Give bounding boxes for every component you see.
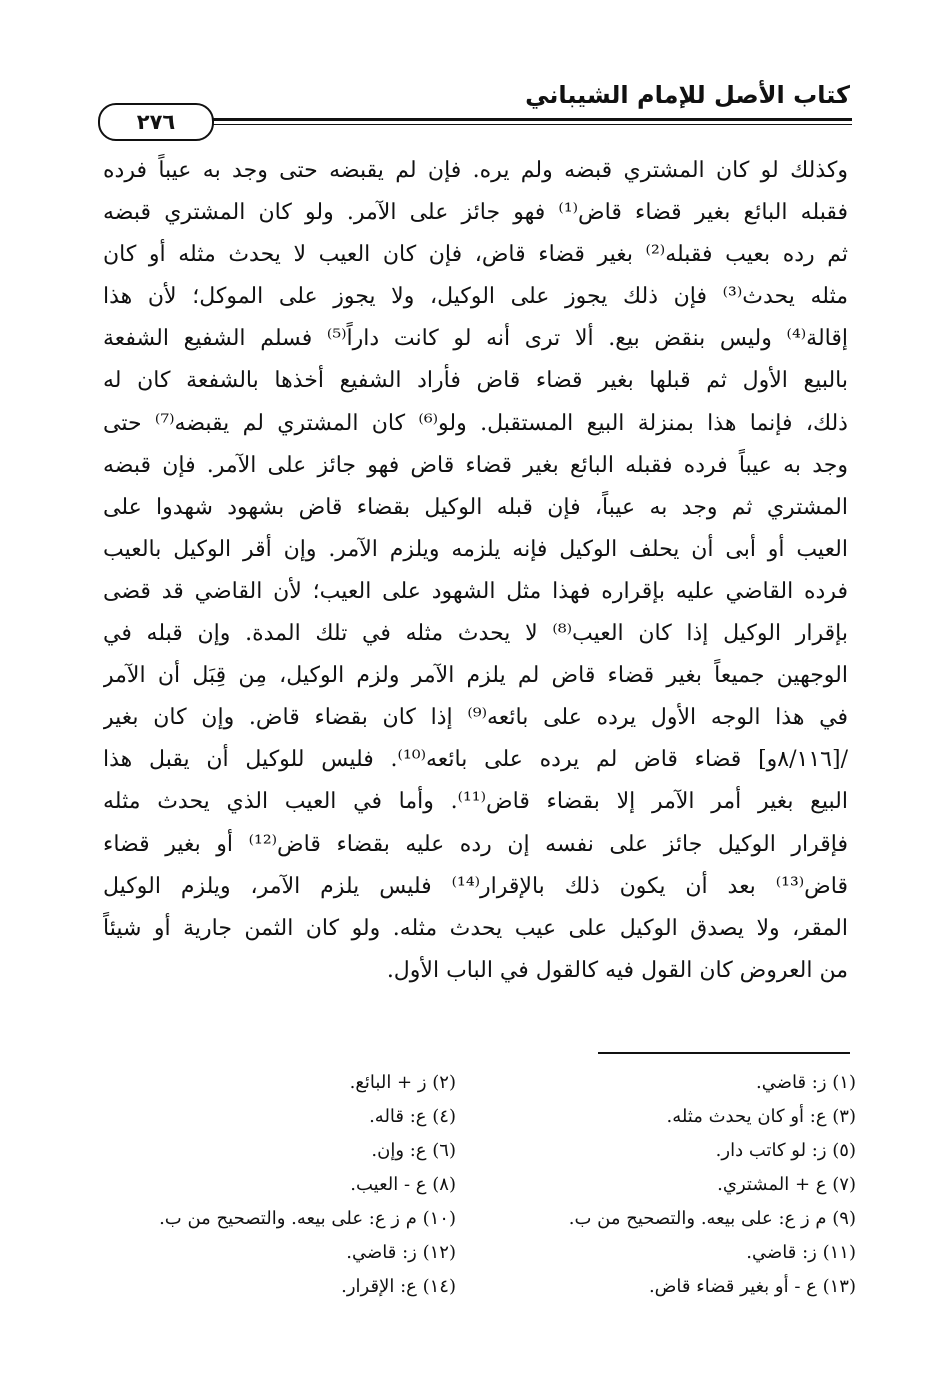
text-line: وكذلك لو كان المشتري قبضه ولم يره. فإن لم يقبضه حتى وجد به عيباً فرده [103,158,848,183]
footnote-row [100,1168,856,1202]
footnote: (١٠) م ز ع: على بيعه. والتصحيح من ب. [159,1208,456,1229]
body-text [103,150,848,992]
footnote: (٢) ز + البائع. [349,1072,456,1093]
text-line: العيب أو أبى أن يحلف الوكيل فإنه يلزمه ويلزم الآمر. وإن أقر الوكيل بالعيب [103,536,848,562]
footnote: (١٤) ع: الإقرار. [341,1276,456,1297]
text-line: بإقرار الوكيل إذا كان العيب⁽⁸⁾ لا يحدث مثله في تلك المدة. وإن قبله في [103,621,848,647]
text-line: البيع بغير أمر الآمر إلا بقضاء قاض⁽¹¹⁾. وأما في العيب الذي يحدث مثله [103,789,848,815]
text-line: المقر، ولا يصدق الوكيل على عيب يحدث مثله. ولو كان الثمن جارية أو شيئاً [103,915,848,941]
footnote-row [100,1066,856,1100]
footnotes [100,1066,856,1304]
footnote: (٩) م ز ع: على بيعه. والتصحيح من ب. [568,1208,856,1229]
running-title: كتاب الأصل للإمام الشيباني [525,81,850,109]
footnote-row [100,1270,856,1304]
text-line: وجد به عيباً فرده فقبله البائع بغير قضاء قاض فهو جائز على الآمر. فإن قبضه [103,452,848,478]
footnote: (١٣) ع - أو بغير قضاء قاض. [648,1276,856,1297]
page-number: ٢٧٦ [136,110,176,134]
text-line: فرده القاضي عليه بإقراره فهذا مثل الشهود على العيب؛ لأن القاضي قد قضى [103,578,848,604]
footnote: (٧) ع + المشتري. [717,1174,856,1195]
text-line: المشتري ثم وجد به عيباً، فإن قبله الوكيل بقضاء قاض بشهود شهدوا على [103,494,848,520]
text-line: إقالة⁽⁴⁾ وليس بنقض بيع. ألا ترى أنه لو كانت داراً⁽⁵⁾ فسلم الشفيع الشفعة [103,326,848,352]
text-line: من العروض كان القول فيه كالقول في الباب الأول. [386,957,848,983]
text-line: الوجهين جميعاً بغير قضاء قاض لم يلزم الآمر ولزم الوكيل، مِن قِبَل أن الآمر [103,663,848,689]
text-line: في هذا الوجه الأول يرده على بائعه⁽⁹⁾ إذا كان بقضاء قاض. وإن كان بغير [103,705,848,731]
text-line: ذلك، فإنما هذا بمنزلة البيع المستقبل. ولو⁽⁶⁾ كان المشتري لم يقبضه⁽⁷⁾ حتى [103,410,848,436]
footnote-row [100,1134,856,1168]
footnote: (٣) ع: أو كان يحدث مثله. [666,1106,856,1127]
text-line: فقبله البائع بغير قضاء قاض⁽¹⁾ فهو جائز على الآمر. ولو كان المشتري قبضه [103,200,848,226]
footnote-row [100,1202,856,1236]
footnote: (٦) ع: وإن. [371,1140,456,1161]
text-line: فإقرار الوكيل جائز على نفسه إن رده عليه بقضاء قاض⁽¹²⁾ أو بغير قضاء [103,831,848,857]
footnote-separator [598,1052,850,1054]
footnote: (١١) ز: قاضي. [746,1242,856,1263]
page-number-frame [98,103,214,141]
text-line: /[٨/١١٦و] قضاء قاض لم يرده على بائعه⁽¹⁰⁾. فليس للوكيل أن يقبل هذا [103,747,848,773]
footnote-row [100,1100,856,1134]
footnote: (١٢) ز: قاضي. [346,1242,456,1263]
text-line: ثم رده بعيب فقبله⁽²⁾ بغير قضاء قاض، فإن كان العيب لا يحدث مثله أو كان [103,242,848,268]
footnote: (٤) ع: قاله. [369,1106,456,1127]
footnote: (٨) ع - العيب. [350,1174,456,1195]
footnote: (١) ز: قاضي. [755,1072,856,1093]
text-line: مثله يحدث⁽³⁾ فإن ذلك يجوز على الوكيل، ولا يجوز على الموكل؛ لأن هذا [103,284,848,310]
footnote-row [100,1236,856,1270]
text-line: قاض⁽¹³⁾ بعد أن يكون ذلك بالإقرار⁽¹⁴⁾ فليس يلزم الآمر، ويلزم الوكيل [103,873,848,899]
footnote: (٥) ز: لو كاتب دار. [715,1140,856,1161]
text-line: بالبيع الأول ثم قبلها بغير قضاء قاض فأراد الشفيع أخذها بالشفعة كان له [103,368,848,394]
